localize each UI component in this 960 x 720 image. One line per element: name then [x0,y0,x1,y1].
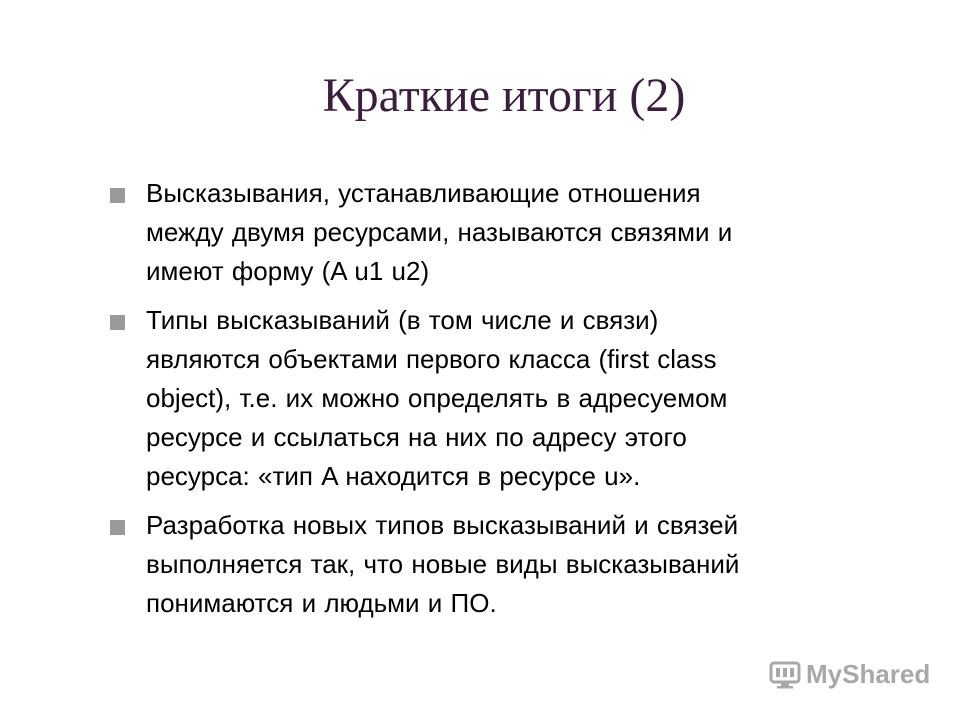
square-bullet-icon [110,520,125,535]
square-bullet-icon [110,315,125,330]
bullet-list [106,174,886,633]
square-bullet-icon [110,188,125,203]
bullet-item [106,301,886,496]
bullet-item [106,174,886,291]
slide-title: Краткие итоги (2) [322,69,686,122]
bullet-text: Типы высказываний (в том числе и связи) являются объектами первого класса (first class object), т.е. их можно определять в адресуемом ресурсе и ссылаться на них по адресу этого ресурса: «тип A находится в ресурсе u». [146,305,728,491]
bullet-text: Разработка новых типов высказываний и связей выполняется так, что новые виды высказываний понимаются и людьми и ПО. [146,510,740,618]
bullet-item [106,506,886,623]
monitor-icon [768,657,802,691]
watermark-text: MyShared [806,658,931,689]
bullet-text: Высказывания, устанавливающие отношения между двумя ресурсами, называются связями и имеют форму (A u1 u2) [146,178,733,286]
watermark [768,652,930,696]
